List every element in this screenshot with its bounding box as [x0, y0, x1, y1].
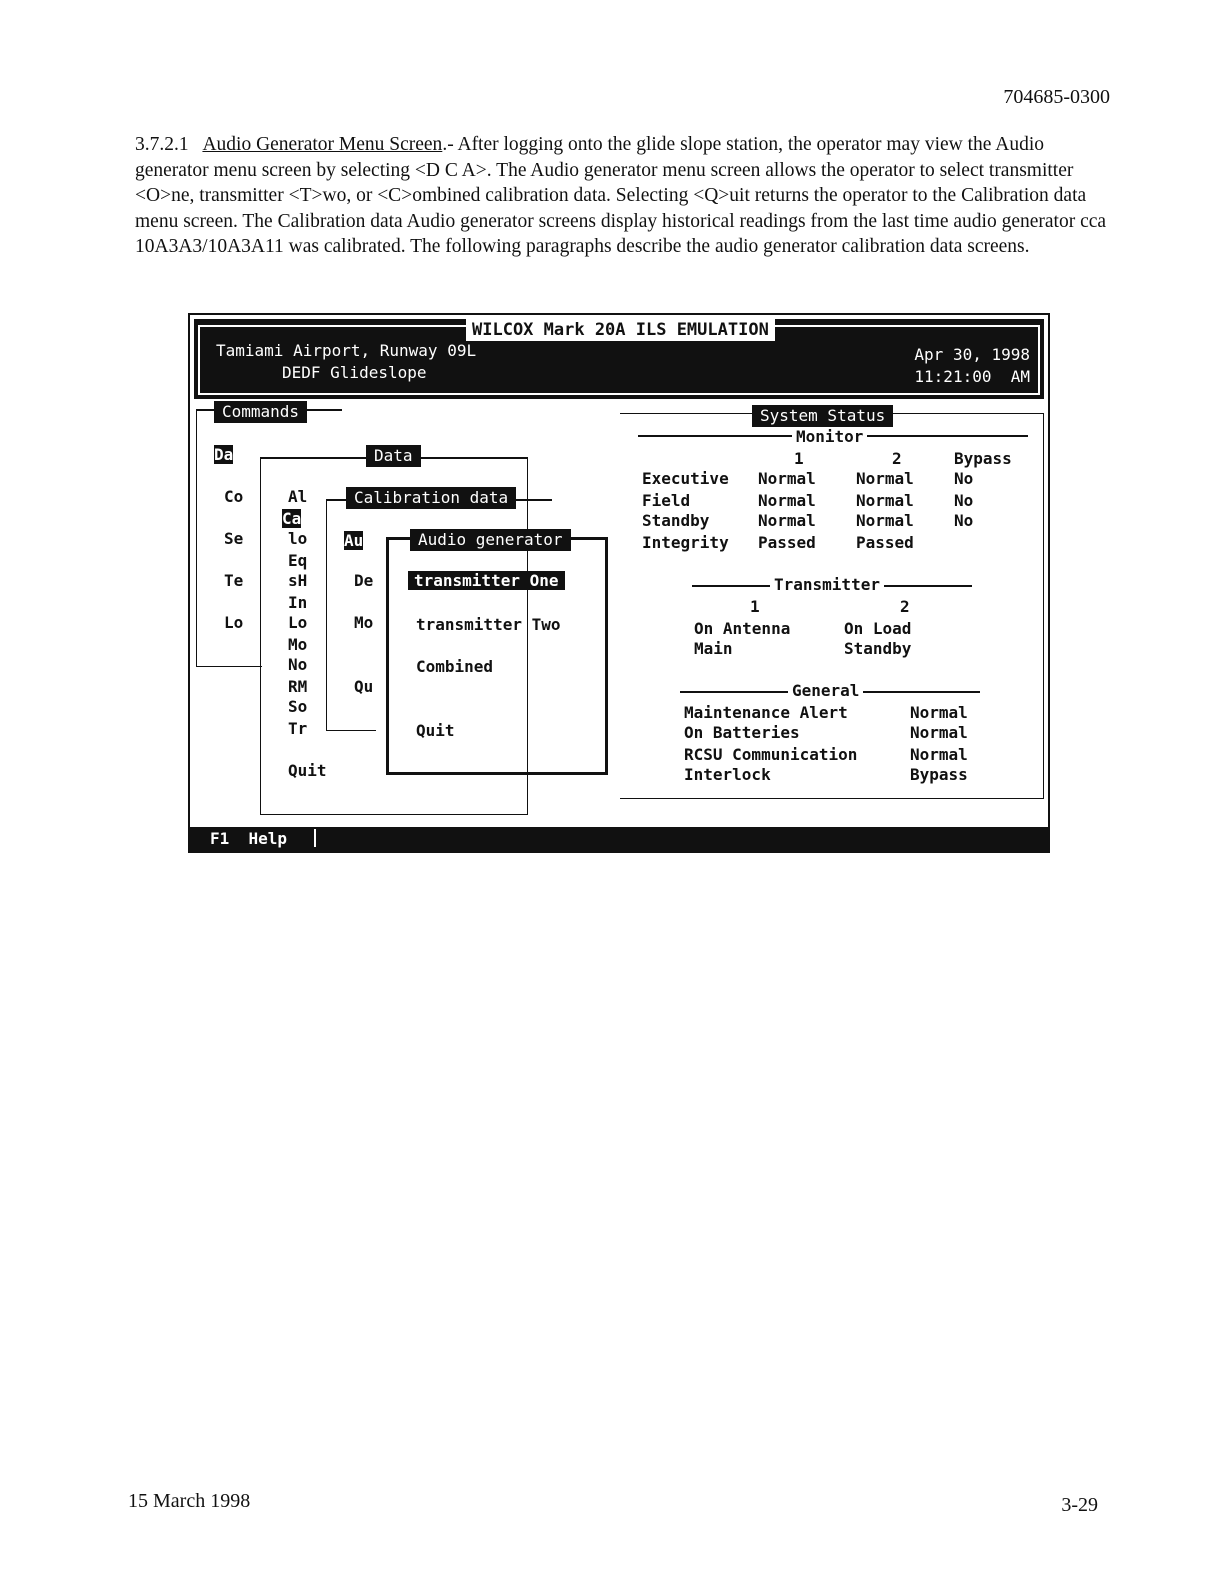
- monitor-row-name: Integrity: [642, 533, 729, 552]
- data-item-al[interactable]: Al: [288, 487, 308, 506]
- data-item-in[interactable]: In: [288, 593, 308, 612]
- monitor-row-bypass: No: [954, 491, 974, 510]
- transmitter-2-status: On Load: [844, 619, 912, 638]
- monitor-row-m1: Normal: [758, 491, 816, 510]
- monitor-row-m2: Normal: [856, 469, 914, 488]
- monitor-col-bypass: Bypass: [954, 449, 1012, 468]
- monitor-row-m1: Normal: [758, 511, 816, 530]
- audio-item-transmitter-label: transmitter: [414, 571, 520, 590]
- paragraph: [135, 132, 1110, 260]
- command-item-te[interactable]: Te: [224, 571, 244, 590]
- calibration-item-qu[interactable]: Qu: [354, 677, 374, 696]
- command-item-lo[interactable]: Lo: [224, 613, 244, 632]
- general-row-name: Interlock: [684, 765, 771, 784]
- calibration-item-de[interactable]: De: [354, 571, 374, 590]
- monitor-row-m1: Passed: [758, 533, 816, 552]
- footer-page-number: 3-29: [1061, 1494, 1098, 1516]
- footer-date: 15 March 1998: [128, 1490, 251, 1512]
- general-label: General: [788, 681, 863, 700]
- station-label: DEDF Glideslope: [282, 363, 427, 382]
- audio-generator-label: Audio generator: [410, 529, 571, 551]
- monitor-row-m2: Normal: [856, 491, 914, 510]
- system-status-label: System Status: [752, 405, 893, 427]
- date-label: Apr 30, 1998: [914, 345, 1030, 364]
- general-row-name: Maintenance Alert: [684, 703, 848, 722]
- general-row-value: Normal: [910, 745, 968, 764]
- command-item-co[interactable]: Co: [224, 487, 244, 506]
- data-item-quit[interactable]: Quit: [288, 761, 327, 780]
- screen-header: [194, 319, 1044, 399]
- section-number: 3.7.2.1: [135, 134, 189, 155]
- monitor-col-1: 1: [794, 449, 804, 468]
- f1-help-button[interactable]: [210, 829, 287, 848]
- audio-item-quit[interactable]: Quit: [416, 721, 455, 740]
- data-item-mo[interactable]: Mo: [288, 635, 308, 654]
- general-row-name: On Batteries: [684, 723, 800, 742]
- audio-item-combined[interactable]: Combined: [416, 657, 494, 676]
- time-label: 11:21:00 AM: [914, 367, 1030, 386]
- transmitter-col-1: 1: [750, 597, 760, 616]
- data-item-eq[interactable]: Eq: [288, 551, 308, 570]
- transmitter-2-mode: Standby: [844, 639, 912, 658]
- data-item-tr[interactable]: Tr: [288, 719, 308, 738]
- screen-title: WILCOX Mark 20A ILS EMULATION: [466, 319, 775, 341]
- monitor-row-bypass: No: [954, 469, 974, 488]
- monitor-row-name: Standby: [642, 511, 710, 530]
- monitor-row-name: Executive: [642, 469, 729, 488]
- monitor-col-2: 2: [892, 449, 902, 468]
- data-item-lo[interactable]: lo: [288, 529, 308, 548]
- data-item-ca[interactable]: Ca: [282, 509, 302, 528]
- audio-item-transmitter-one[interactable]: [408, 571, 565, 590]
- calibration-item-mo[interactable]: Mo: [354, 613, 374, 632]
- calibration-item-au[interactable]: Au: [344, 531, 364, 550]
- document-number: 704685-0300: [1003, 86, 1110, 108]
- paragraph-body: .- After logging onto the glide slope station, the operator may view the Audio generator menu screen by selecting <D C A>. The Audio generator menu screen allows the operator to select transmitter <O>ne, transmitter <T>wo, or <C>ombined calibration data. Selecting <Q>uit returns the operator to the Calibration data menu screen. The Calibration data Audio generator screens display historical readings from the last time audio generator cca 10A3A3/10A3A11 was calibrated. The following paragraphs describe the audio generator calibration data screens.: [135, 134, 1107, 257]
- section-title: Audio Generator Menu Screen: [202, 134, 443, 155]
- data-item-rm[interactable]: RM: [288, 677, 308, 696]
- data-item-sh[interactable]: sH: [288, 571, 308, 590]
- transmitter-1-mode: Main: [694, 639, 733, 658]
- transmitter-label: Transmitter: [770, 575, 884, 594]
- monitor-row-name: Field: [642, 491, 691, 510]
- status-separator: [314, 829, 316, 847]
- audio-item-transmitter-two[interactable]: transmitter Two: [416, 615, 561, 634]
- general-row-value: Bypass: [910, 765, 968, 784]
- data-label: Data: [366, 445, 421, 467]
- help-label: Help: [248, 829, 288, 848]
- general-row-value: Normal: [910, 723, 968, 742]
- data-item-lo2[interactable]: Lo: [288, 613, 308, 632]
- monitor-row-bypass: No: [954, 511, 974, 530]
- calibration-data-label: Calibration data: [346, 487, 516, 509]
- data-item-so[interactable]: So: [288, 697, 308, 716]
- monitor-label: Monitor: [792, 427, 867, 446]
- audio-item-one-hotkey: One: [529, 571, 559, 590]
- transmitter-1-status: On Antenna: [694, 619, 791, 638]
- monitor-row-m1: Normal: [758, 469, 816, 488]
- general-row-name: RCSU Communication: [684, 745, 858, 764]
- status-bar: [190, 827, 1048, 851]
- monitor-row-m2: Passed: [856, 533, 914, 552]
- general-row-value: Normal: [910, 703, 968, 722]
- commands-label: Commands: [214, 401, 307, 423]
- transmitter-col-2: 2: [900, 597, 910, 616]
- data-item-no[interactable]: No: [288, 655, 308, 674]
- command-item-se[interactable]: Se: [224, 529, 244, 548]
- command-item-data[interactable]: Da: [214, 445, 234, 464]
- f1-key: F1: [210, 829, 230, 848]
- terminal-screenshot: [188, 313, 1050, 853]
- airport-label: Tamiami Airport, Runway 09L: [216, 341, 477, 360]
- monitor-row-m2: Normal: [856, 511, 914, 530]
